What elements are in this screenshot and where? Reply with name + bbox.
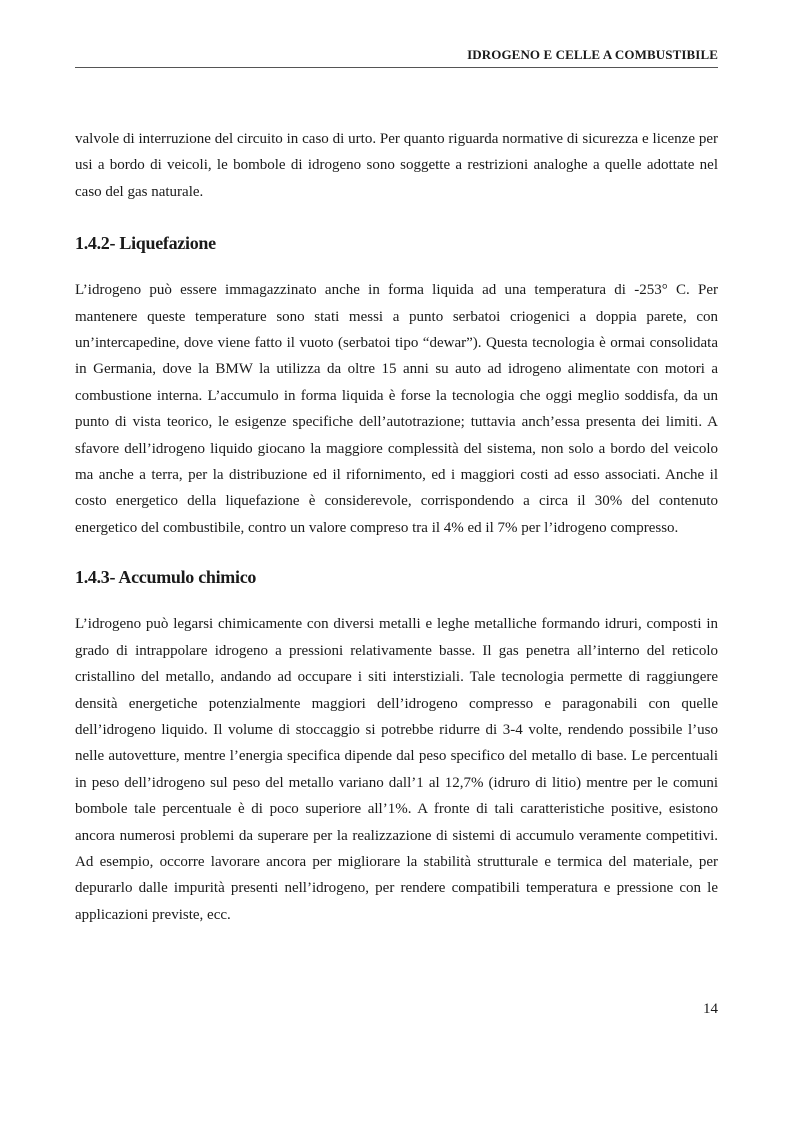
document-page <box>75 0 718 1123</box>
section-paragraph-accumulo-chimico: L’idrogeno può legarsi chimicamente con diversi metalli e leghe metalliche formando idruri, composti in grado di intrappolare idrogeno a pressioni relativamente basse. Il gas penetra all’interno del reticolo cristallino del metallo, andando ad occupare i siti interstiziali. Tale tecnologia permette di raggiungere densità energetiche potenzialmente maggiori dell’idrogeno compresso e paragonabili con quelle dell’idrogeno liquido. Il volume di stoccaggio si potrebbe ridurre di 3-4 volte, rendendo possibile l’uso nelle autovetture, mentre l’energia specifica dipende dal peso specifico del metallo di base. Le percentuali in peso dell’idrogeno sul peso del metallo variano dall’1 al 12,7% (idruro di litio) mentre per le comuni bombole tale percentuale è di poco superiore all’1%. A fronte di tali caratteristiche positive, esistono ancora numerosi problemi da superare per la realizzazione di sistemi di accumulo veramente competitivi. Ad esempio, occorre lavorare ancora per migliorare la stabilità strutturale e termica del materiale, per depurarlo dalle impurità presenti nell’idrogeno, per rendere compatibili temperatura e pressione con le applicazioni previste, ecc. <box>75 616 718 923</box>
section-heading-liquefazione: 1.4.2- Liquefazione <box>75 233 216 254</box>
header-rule <box>75 67 718 68</box>
page-number: 14 <box>703 1001 718 1017</box>
intro-paragraph: valvole di interruzione del circuito in caso di urto. Per quanto riguarda normative di sicurezza e licenze per usi a bordo di veicoli, le bombole di idrogeno sono soggette a restrizioni analoghe a quelle adottate nel caso del gas naturale. <box>75 131 718 200</box>
running-header: IDROGENO E CELLE A COMBUSTIBILE <box>467 47 718 62</box>
section-heading-accumulo-chimico: 1.4.3- Accumulo chimico <box>75 567 257 588</box>
section-paragraph-liquefazione: L’idrogeno può essere immagazzinato anche in forma liquida ad una temperatura di -253° C. Per mantenere queste temperature sono stati messi a punto serbatoi criogenici a doppia parete, con un’intercapedine, dove viene fatto il vuoto (serbatoi tipo “dewar”). Questa tecnologia è ormai consolidata in Germania, dove la BMW la utilizza da oltre 15 anni su auto ad idrogeno alimentate con motori a combustione interna. L’accumulo in forma liquida è forse la tecnologia che oggi meglio soddisfa, da un punto di vista teorico, le esigenze specifiche dell’autotrazione; tuttavia anch’essa presenta dei limiti. A sfavore dell’idrogeno liquido giocano la maggiore complessità del sistema, non solo a bordo del veicolo ma anche a terra, per la distribuzione ed il rifornimento, ed i maggiori costi ad esso associati. Anche il costo energetico della liquefazione è considerevole, corrispondendo a circa il 30% del contenuto energetico del combustibile, contro un valore compreso tra il 4% ed il 7% per l’idrogeno compresso. <box>75 282 718 536</box>
page-content <box>75 126 718 928</box>
